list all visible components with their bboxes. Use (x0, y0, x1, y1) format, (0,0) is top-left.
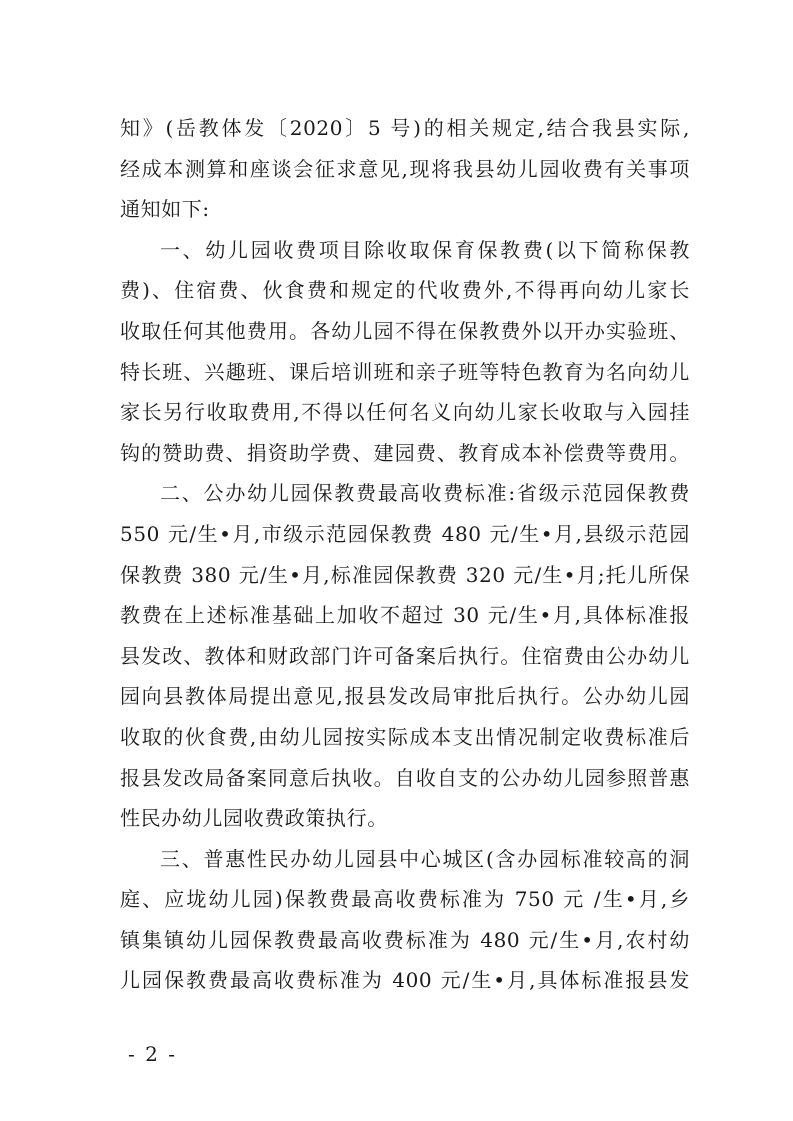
text-line: 钩的赞助费、捐资助学费、建园费、教育成本补偿费等费用。 (120, 440, 690, 465)
paragraph-3-start: 三、普惠性民办幼儿园县中心城区(含办园标准较高的洞 (160, 846, 690, 871)
text-line: 费)、住宿费、伙食费和规定的代收费外,不得再向幼儿家长 (120, 278, 690, 303)
text-line: 庭、应垅幼儿园)保教费最高收费标准为 750 元 /生•月,乡 (120, 887, 690, 912)
paragraph-2-start: 二、公办幼儿园保教费最高收费标准:省级示范园保教费 (160, 481, 690, 506)
text-line: 特长班、兴趣班、课后培训班和亲子班等特色教育为名向幼儿 (120, 359, 690, 384)
page-number: - 2 - (128, 1042, 177, 1066)
text-line: 县发改、教体和财政部门许可备案后执行。住宿费由公办幼儿 (120, 643, 690, 668)
text-line: 经成本测算和座谈会征求意见,现将我县幼儿园收费有关事项 (120, 156, 690, 181)
text-line: 通知如下: (120, 197, 210, 222)
text-line: 家长另行收取费用,不得以任何名义向幼儿家长收取与入园挂 (120, 400, 690, 425)
text-line: 收取的伙食费,由幼儿园按实际成本支出情况制定收费标准后 (120, 724, 690, 749)
text-line: 镇集镇幼儿园保教费最高收费标准为 480 元/生•月,农村幼 (120, 927, 690, 952)
text-line: 教费在上述标准基础上加收不超过 30 元/生•月,具体标准报 (120, 603, 690, 628)
text-line: 园向县教体局提出意见,报县发改局审批后执行。公办幼儿园 (120, 684, 690, 709)
text-line: 550 元/生•月,市级示范园保教费 480 元/生•月,县级示范园 (120, 521, 690, 546)
paragraph-1-start: 一、幼儿园收费项目除收取保育保教费(以下简称保教 (160, 237, 690, 262)
text-line: 保教费 380 元/生•月,标准园保教费 320 元/生•月;托儿所保 (120, 562, 690, 587)
text-line: 报县发改局备案同意后执收。自收自支的公办幼儿园参照普惠 (120, 765, 690, 790)
text-line: 儿园保教费最高收费标准为 400 元/生•月,具体标准报县发 (120, 968, 690, 993)
text-line: 性民办幼儿园收费政策执行。 (120, 806, 388, 831)
text-line: 知》(岳教体发〔2020〕5 号)的相关规定,结合我县实际, (120, 116, 690, 140)
document-body (120, 108, 690, 1001)
text-line: 收取任何其他费用。各幼儿园不得在保教费外以开办实验班、 (120, 318, 690, 343)
